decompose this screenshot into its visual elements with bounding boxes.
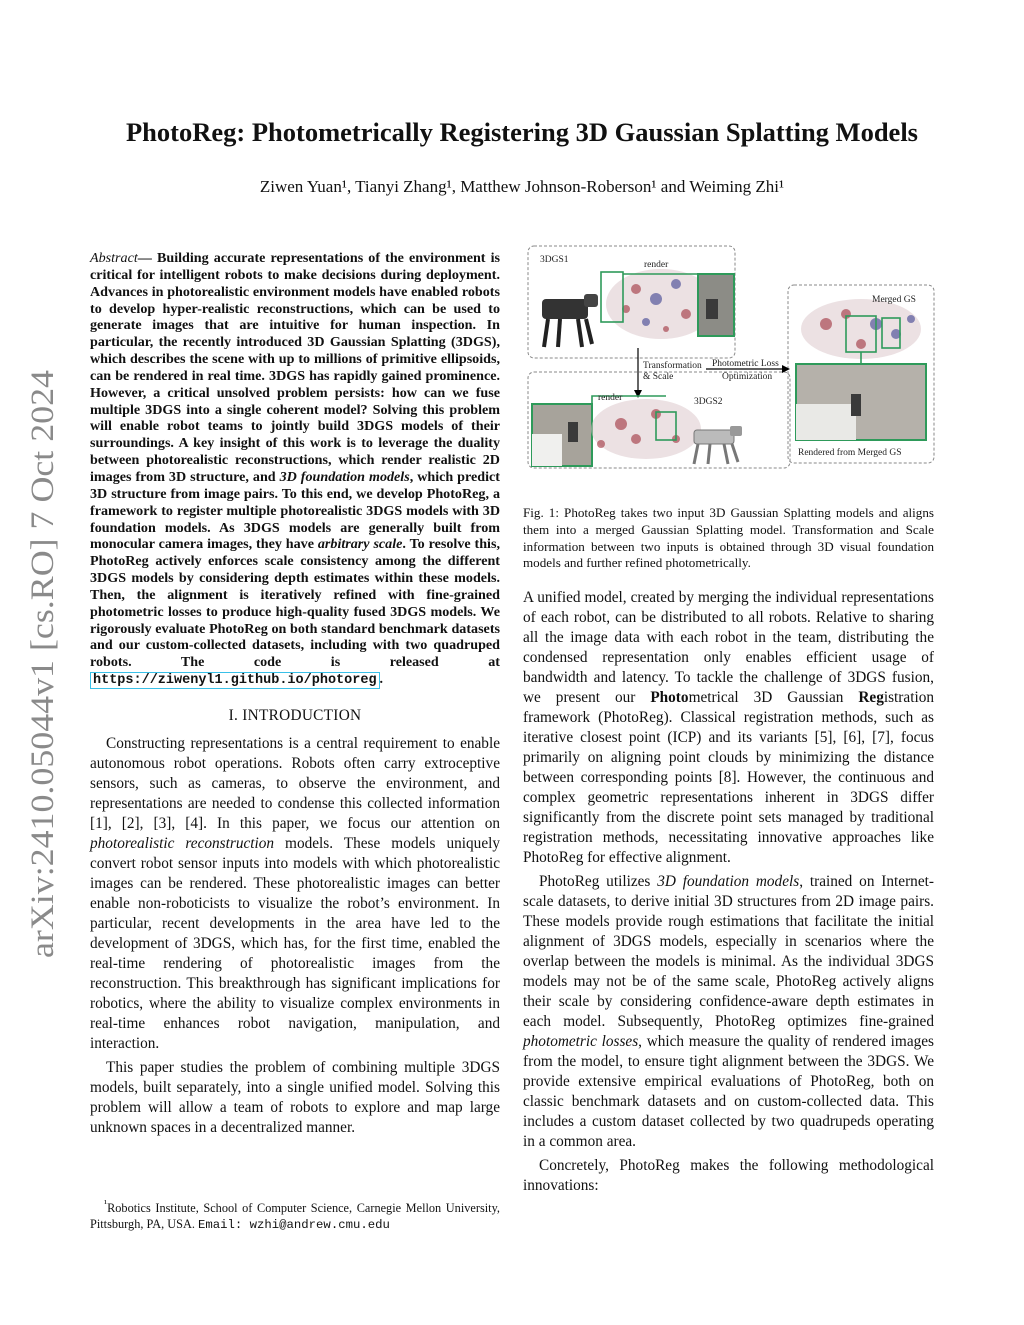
right-paragraph-2: PhotoReg utilizes 3D foundation models, trained on Internet-scale datasets, to derive initial 3D structures from 2D image pairs. These models provide rough estimations that facilitate the initial alignment of 3DGS models, especially in scenarios where the overlap between the models is minimal. As the individual 3DGS models may not be of the same scale, PhotoReg actively aligns their scale by considering confidence-aware depth estimates in each model. Subsequently, PhotoReg optimizes fine-grained photometric losses, which measure the quality of rendered images from the model, to ensure tight alignment between the 3DGS. We provide extensive empirical evaluations of PhotoReg, both on classic benchmark datasets and on custom-collected data. This includes a custom dataset collected by two quadrupeds operating in a common area.	[523, 873, 934, 1150]
label-rendered-from-merged: Rendered from Merged GS	[798, 448, 902, 458]
figure-1-caption: Fig. 1: PhotoReg takes two input 3D Gaussian Splatting models and aligns them into a merged Gaussian Splatting model. Transformation and Scale information between two inputs is obtained through 3D visual foundation models and further refined photometrically.	[523, 505, 934, 571]
label-render-1: render	[644, 260, 669, 270]
author-list: Ziwen Yuan¹, Tianyi Zhang¹, Matthew Johnson-Roberson¹ and Weiming Zhi¹	[259, 177, 785, 196]
intro-paragraph-1: Constructing representations is a central requirement to enable autonomous robot operations. Robots often carry extroceptive sensors, such as cameras, to observe the environment, and representations are needed to condense this collected information [1], [2], [3], [4]. In this paper, we focus our attention on photorealistic reconstruction models. These models uniquely convert robot sensor inputs into models with which photorealistic images can be rendered. These photorealistic images can better enable non-roboticists to visualize the robot’s environment. In particular, recent developments in the area have led to the development of 3DGS, which has, for the first time, enabled the real-time rendering of photorealistic images from the reconstruction. This breakthrough has significant implications for robotics, where the ability to visualize complex environments in real-time enhances robot navigation, manipulation, and interaction.	[90, 734, 501, 1052]
abstract: Abstract— Building accurate representations of the environment is critical for intelligent robots to make decisions during deployment. Advances in photorealistic environment models have enabled robots to develop hyper-realistic reconstructions, which can be used to generate images that are intuitive for human inspection. In particular, the recently introduced 3D Gaussian Splatting (3DGS), which describes the scene with up to millions of primitive ellipsoids, can be rendered in real time. 3DGS has rapidly gained prominence. However, a critical unsolved problem persists: how can we fuse multiple 3DGS into a single coherent model? Solving this problem will enable robot teams to jointly build 3DGS models of their surroundings. A key insight of this work is to leverage the duality between photorealistic reconstructions, which render realistic 2D images from 3D structure, and 3D foundation models, which predict 3D structure from image pairs. To this end, we develop PhotoReg, a framework to register multiple photorealistic 3DGS models with 3D foundation models. As 3DGS models are generally built from monocular camera images, they have arbitrary scale. To resolve this, PhotoReg actively enforces scale consistency among the different 3DGS models by considering depth estimates within these models. Then, the alignment is iteratively refined with fine-grained photometric losses to produce high-quality fused 3DGS models. We rigorously evaluate PhotoReg on both standard benchmark datasets and our custom-collected datasets, including with two quadruped robots. The code is released at https://ziwenyl1.github.io/photoreg .	[90, 250, 500, 689]
code-link[interactable]: https://ziwenyl1.github.io/photoreg	[90, 672, 380, 689]
email-address: wzhi@andrew.cmu.edu	[249, 1218, 390, 1233]
label-merged-gs: Merged GS	[872, 295, 916, 305]
merged-point-cloud	[801, 299, 921, 359]
footnote-affiliation: $^{^1}$Robotics Institute, School of Computer Science, Carnegie Mellon University, Pittsburgh, PA, USA. Email: wzhi@andrew.cmu.edu	[90, 1199, 500, 1233]
intro-paragraph-2: This paper studies the problem of combining multiple 3DGS models, built separately, into a single unified model. Solving this problem will allow a team of robots to explore and map large unknown spaces in a decentralized manner.	[90, 1058, 500, 1136]
quadruped-robot-2-icon	[694, 426, 742, 464]
label-transformation: Transformation	[643, 361, 702, 371]
right-column	[523, 588, 934, 1196]
label-optimization: Optimization	[722, 372, 773, 382]
section-heading-introduction: I. INTRODUCTION	[228, 706, 362, 724]
arxiv-id-text: arXiv:2410.05044v1 [cs.RO] 7 Oct 2024	[25, 417, 61, 958]
point-cloud-2	[591, 399, 701, 459]
label-scale: & Scale	[643, 372, 674, 382]
left-column	[90, 250, 500, 1138]
abstract-label: Abstract	[90, 250, 138, 266]
figure-1	[526, 244, 936, 469]
figure-1-graphic	[526, 244, 936, 469]
label-photometric-loss: Photometric Loss	[712, 359, 779, 369]
label-3dgs1: 3DGS1	[540, 255, 569, 265]
paper-title: PhotoReg: Photometrically Registering 3D Gaussian Splatting Models	[125, 117, 918, 147]
right-paragraph-1: A unified model, created by merging the individual representations of each robot, can be distributed to all robots. Relative to sharing all the image data with each robot in the team, distributing the condensed representation only enables efficient usage of bandwidth and latency. To tackle the challenge of 3DGS fusion, we present our Photometrical 3D Gaussian Registration framework (PhotoReg). Classical registration methods, such as iterative closest point (ICP) and its variants [5], [6], [7], focus primarily on aligning point clouds by minimizing the distance between corresponding points [8]. However, the continuous and complex geometric representations inherent in 3DGS differ significantly from the discrete point sets managed by traditional registration methods, necessitating innovative approaches like PhotoReg for effective alignment.	[523, 589, 934, 866]
label-3dgs2: 3DGS2	[694, 397, 723, 407]
right-paragraph-3: Concretely, PhotoReg makes the following methodological innovations:	[523, 1157, 934, 1194]
label-render-2: render	[598, 393, 623, 403]
arxiv-identifier	[22, 368, 62, 958]
quadruped-robot-1-icon	[542, 294, 598, 347]
